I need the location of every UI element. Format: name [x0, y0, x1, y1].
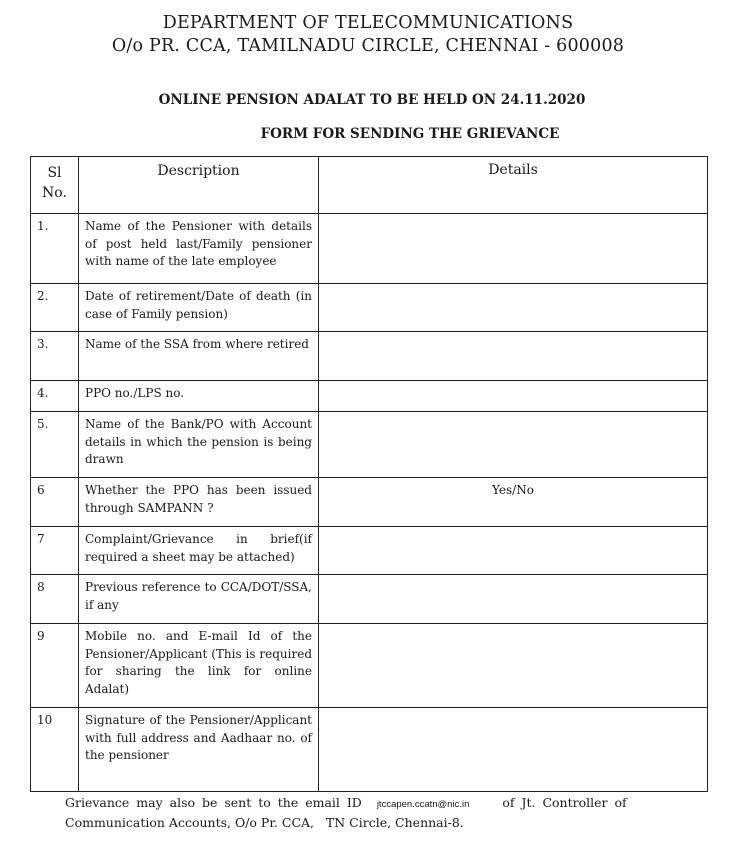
row-description: Signature of the Pensioner/Applicant with full address and Aadhaar no. of the pensioner: [79, 708, 319, 792]
department-heading: DEPARTMENT OF TELECOMMUNICATIONS: [162, 13, 574, 33]
table-row: [31, 478, 708, 527]
details-header: Details: [319, 157, 708, 214]
row-details-field[interactable]: [319, 708, 708, 792]
row-details-field[interactable]: [319, 412, 708, 478]
sl-header-line2: No.: [42, 185, 67, 201]
row-details-field[interactable]: [319, 624, 708, 708]
description-header: Description: [79, 157, 319, 214]
row-number: 6: [31, 478, 79, 527]
row-description: Name of the SSA from where retired: [79, 332, 319, 381]
footer-text-post: of Jt. Controller of: [502, 795, 627, 810]
row-description: Date of retirement/Date of death (in case of Family pension): [79, 284, 319, 332]
row-number: 2.: [31, 284, 79, 332]
row-number: 10: [31, 708, 79, 792]
table-row: [31, 527, 708, 575]
row-details-yes-no[interactable]: Yes/No: [319, 478, 708, 527]
row-details-field[interactable]: [319, 381, 708, 412]
table-row: [31, 284, 708, 332]
office-address: O/o PR. CCA, TAMILNADU CIRCLE, CHENNAI - 600008: [111, 36, 625, 56]
row-description: Name of the Pensioner with details of post held last/Family pensioner with name of the late employee: [79, 214, 319, 284]
footer-line-2: Communication Accounts, O/o Pr. CCA, TN Circle, Chennai-8.: [65, 815, 464, 830]
table-row: [31, 412, 708, 478]
footer-text-pre: Grievance may also be sent to the email ID: [65, 795, 362, 810]
row-details-field[interactable]: [319, 214, 708, 284]
row-description: Previous reference to CCA/DOT/SSA, if any: [79, 575, 319, 624]
table-row: [31, 381, 708, 412]
row-description: Complaint/Grievance in brief(if required a sheet may be attached): [79, 527, 319, 575]
row-details-field[interactable]: [319, 527, 708, 575]
row-description: Mobile no. and E-mail Id of the Pensioner/Applicant (This is required for sharing the link for online Adalat): [79, 624, 319, 708]
row-number: 3.: [31, 332, 79, 381]
sl-header-line1: Sl: [47, 165, 62, 181]
row-number: 7: [31, 527, 79, 575]
row-details-field[interactable]: [319, 332, 708, 381]
table-row: [31, 575, 708, 624]
table-header-row: [31, 157, 708, 214]
row-number: 9: [31, 624, 79, 708]
row-description: Whether the PPO has been issued through SAMPANN ?: [79, 478, 319, 527]
table-row: [31, 624, 708, 708]
row-number: 5.: [31, 412, 79, 478]
email-link[interactable]: jtccapen.ccatn@nic.in: [376, 799, 470, 810]
row-description: PPO no./LPS no.: [79, 381, 319, 412]
row-details-field[interactable]: [319, 575, 708, 624]
row-number: 8: [31, 575, 79, 624]
table-row: [31, 708, 708, 792]
sl-no-header: [31, 157, 79, 214]
row-number: 4.: [31, 381, 79, 412]
table-row: [31, 332, 708, 381]
row-details-field[interactable]: [319, 284, 708, 332]
row-description: Name of the Bank/PO with Account details in which the pension is being drawn: [79, 412, 319, 478]
document-title: ONLINE PENSION ADALAT TO BE HELD ON 24.11.2020: [158, 92, 586, 108]
form-title: FORM FOR SENDING THE GRIEVANCE: [260, 126, 560, 142]
footer-line-1: [65, 794, 685, 814]
grievance-form-table: [30, 156, 708, 792]
table-row: [31, 214, 708, 284]
row-number: 1.: [31, 214, 79, 284]
